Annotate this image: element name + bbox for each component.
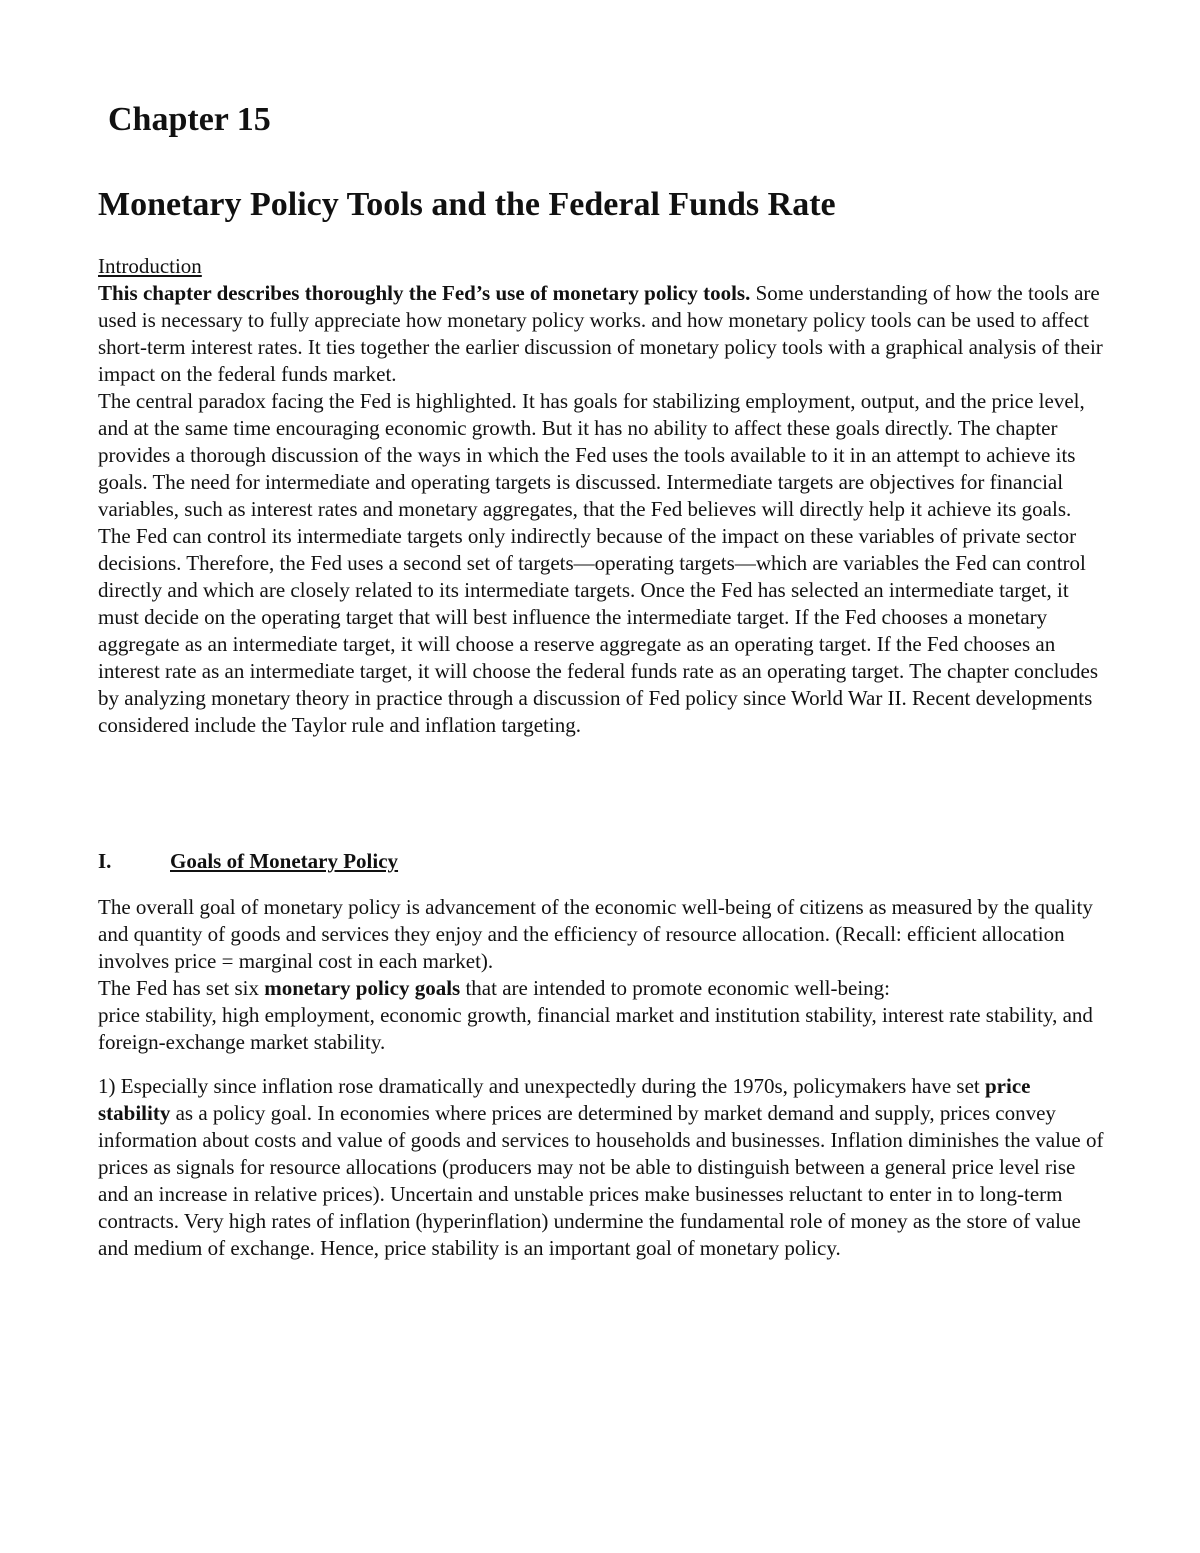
introduction-paragraph (98, 280, 1108, 388)
goals-intro-end: that are intended to promote economic well-being: (460, 976, 890, 1000)
price-stability-lead: 1) Especially since inflation rose dramatically and unexpectedly during the 1970s, policymakers have set (98, 1074, 985, 1098)
chapter-number: Chapter 15 (108, 101, 271, 138)
introduction-lead: This chapter describes thoroughly the Fed’s use of monetary policy tools. (98, 281, 751, 305)
goals-intro-bold: monetary policy goals (264, 976, 461, 1000)
goals-section (98, 894, 1108, 1056)
goals-intro (98, 975, 1108, 1002)
price-stability-section (98, 1073, 1108, 1262)
document-page (98, 0, 1108, 1553)
price-stability-rest: as a policy goal. In economies where prices are determined by market demand and supply, prices convey information about costs and value of goods and services to households and businesses. Inflation diminishes the value of prices as signals for resource allocations (producers may not be able to distinguish between a general price level rise and an increase in relative prices). Uncertain and unstable prices make businesses reluctant to enter in to long-term contracts. Very high rates of inflation (hyperinflation) undermine the fundamental role of money as the store of value and medium of exchange. Hence, price stability is an important goal of monetary policy. (98, 1101, 1104, 1260)
price-stability-term: price stability (98, 1074, 1031, 1125)
section-numeral: I. (98, 849, 112, 873)
section-title: Goals of Monetary Policy (170, 849, 399, 873)
introduction-label: Introduction (98, 254, 202, 278)
goals-paragraph: The overall goal of monetary policy is advancement of the economic well-being of citizens as measured by the quality and quantity of goods and services they enjoy and the efficiency of resource allocation. (Recall: efficient allocation involves price = marginal cost in each market). (98, 895, 1093, 973)
goals-intro-text: The Fed has set six (98, 976, 265, 1000)
section-heading (98, 848, 398, 875)
introduction-paragraph-2: The central paradox facing the Fed is highlighted. It has goals for stabilizing employment, output, and the price level, and at the same time encouraging economic growth. But it has no ability to affect these goals directly. The chapter provides a thorough discussion of the ways in which the Fed uses the tools available to it in an attempt to achieve its goals. The need for intermediate and operating targets is discussed. Intermediate targets are objectives for financial variables, such as interest rates and monetary aggregates, that the Fed believes will directly help it achieve its goals. The Fed can control its intermediate targets only indirectly because of the impact on these variables of private sector decisions. Therefore, the Fed uses a second set of targets—operating targets—which are variables the Fed can control directly and which are closely related to its intermediate targets. Once the Fed has selected an intermediate target, it must decide on the operating target that will best influence the intermediate target. If the Fed chooses a monetary aggregate as an intermediate target, it will choose a reserve aggregate as an operating target. If the Fed chooses an interest rate as an intermediate target, it will choose the federal funds rate as an operating target. The chapter concludes by analyzing monetary theory in practice through a discussion of Fed policy since World War II. Recent developments considered include the Taylor rule and inflation targeting. (98, 389, 1099, 737)
introduction-lead-rest: Some understanding of how the tools are used is necessary to fully appreciate how monetary policy works. and how monetary policy tools can be used to affect short-term interest rates. It ties together the earlier discussion of monetary policy tools with a graphical analysis of their impact on the federal funds market. (98, 281, 1103, 386)
chapter-title: Monetary Policy Tools and the Federal Funds Rate (98, 186, 836, 223)
price-stability-paragraph (98, 1073, 1108, 1262)
goals-list: price stability, high employment, economic growth, financial market and institution stability, interest rate stability, and foreign-exchange market stability. (98, 1003, 1093, 1054)
introduction-section (98, 253, 1108, 739)
